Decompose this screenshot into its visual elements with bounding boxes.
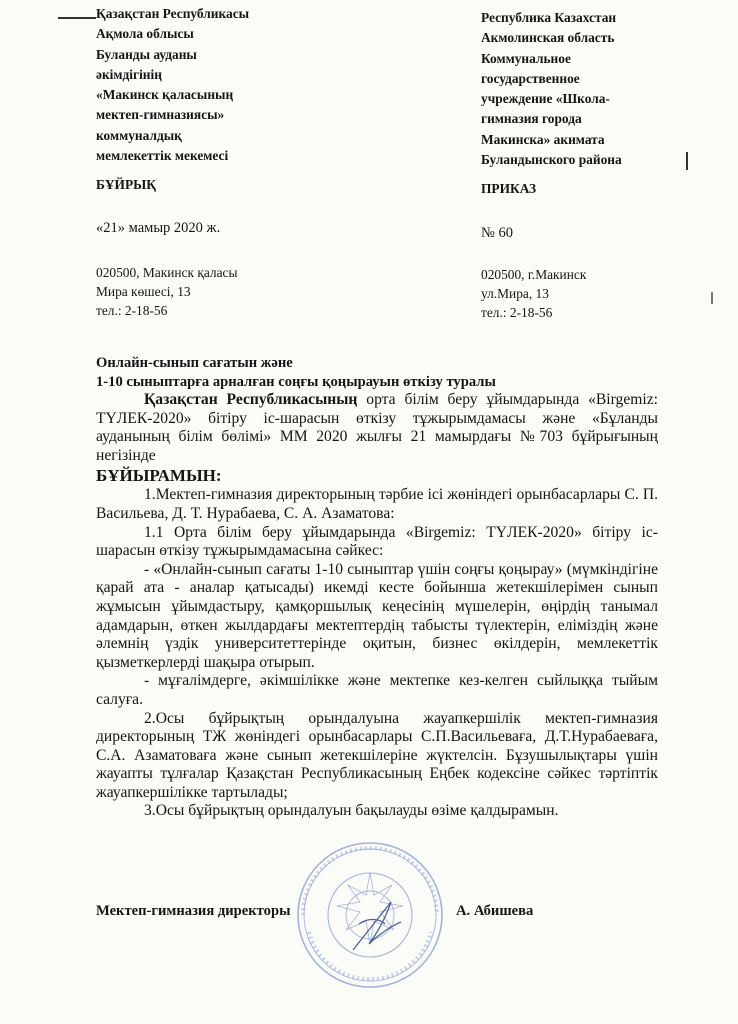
preamble-bold: Қазақстан Республикасының xyxy=(144,391,358,408)
paragraph-2: 2.Осы бұйрықтың орындалуына жауапкершілік мектеп-гимназия директорының ТЖ жөніндегі орынбасарлары С.П.Васильеваға, Д.Т.Нурабаеваға, С.А. Азаматоваға және сынып жетекшілеріне жүктелсін. Бұзушылықтары үшін жауапты тұлғалар Қазақстан Республикасының Еңбек кодексіне сәйкес тәртіптік жауапкершілікке тартылады; xyxy=(96,709,658,801)
title-line: 1-10 сыныптарға арналған соңғы қоңырауын өткізу туралы xyxy=(96,374,496,390)
header-right-line: государственное xyxy=(481,70,580,86)
address-line: тел.: 2-18-56 xyxy=(481,305,553,321)
address-line: 020500, Макинск қаласы xyxy=(96,265,238,280)
header-right-line: гимназия города xyxy=(481,111,582,127)
order-date: «21» мамыр 2020 ж. xyxy=(96,220,221,236)
paragraph-bullet-1: - «Онлайн-сынып сағаты 1-10 сыныптар үшін соңғы қоңырау» (мүмкіндігіне қарай ата - аналар қатысады) икемді кесте бойынша жетекшілерімен сынып жұмысын ұйымдастыру, қамқоршылық кеңесінің мүшелерін, өңірдің танымал адамдарын, өткен жылдардағы мектептердің табысты түлектерін, еліміздің және әлемнің үздік университеттерінде оқитын, бизнес өкілдерін, мемлекеттік қызметкерлерді шақыра отырып. xyxy=(96,560,658,671)
header-right-line: Акмолинская область xyxy=(481,30,615,46)
scan-mark xyxy=(711,292,713,304)
paragraph-1-1: 1.1 Орта білім беру ұйымдарында «Birgemiz: ТҮЛЕК-2020» бітіру іс-шарасын өткізу тұжырымдамасына сәйкес: xyxy=(96,523,658,560)
paragraph-3: 3.Осы бұйрықтың орындалуын бақылауды өзіме қалдырамын. xyxy=(144,802,559,820)
header-left-line: әкімдігінің xyxy=(96,66,162,82)
header-left-line: Буланды ауданы xyxy=(96,46,197,62)
official-stamp xyxy=(295,840,445,990)
address-line: ул.Мира, 13 xyxy=(481,286,549,302)
paragraph-bullet-2: - мұғалімдерге, әкімшілікке және мектепке кез-келген сыйлыққа тыйым салуға. xyxy=(96,672,658,708)
doc-type-ru: ПРИКАЗ xyxy=(481,181,537,196)
address-line: 020500, г.Макинск xyxy=(481,267,587,282)
header-left xyxy=(96,4,249,166)
scan-mark xyxy=(686,152,688,170)
scan-mark xyxy=(58,17,96,19)
header-right-line: Буландынского района xyxy=(481,152,622,168)
order-body xyxy=(96,391,658,821)
address-line: тел.: 2-18-56 xyxy=(96,303,168,319)
header-right-line: Коммунальное xyxy=(481,50,571,66)
title-line: Онлайн-сынып сағатын және xyxy=(96,355,293,371)
header-right-line: Республика Казахстан xyxy=(481,10,617,25)
header-left-line: Ақмола облысы xyxy=(96,26,194,42)
header-left-line: Қазақстан Республикасы xyxy=(96,6,250,21)
header-left-line: «Макинск қаласының xyxy=(96,87,234,103)
header-left-line: коммуналдық xyxy=(96,127,182,143)
preamble-text: орта білім беру ұйымдарында «Birgemiz: ТҮЛЕК-2020» бітіру іс-шарасын өткізу тұжырымдамасы және «Бұланды ауданының білім бөлімі» ММ 2020 жылғы 21 мамырдағы №703 бұйрығының негізінде xyxy=(96,391,658,464)
paragraph-1: 1.Мектеп-гимназия директорының тәрбие ісі жөніндегі орынбасарлары С. П. Васильева, Д. Т. Нурабаева, С. А. Азаматова: xyxy=(96,486,658,522)
preamble xyxy=(96,391,658,465)
header-right-line: учреждение «Школа- xyxy=(481,91,610,107)
signature-name: А. Абишева xyxy=(456,903,534,919)
address-line: Мира көшесі, 13 xyxy=(96,284,191,300)
order-word: БҰЙЫРАМЫН: xyxy=(96,466,222,486)
address-right xyxy=(481,265,586,323)
signature-position: Мектеп-гимназия директоры xyxy=(96,903,291,919)
header-right xyxy=(481,8,622,170)
address-left xyxy=(96,263,238,321)
order-number: № 60 xyxy=(481,225,513,241)
header-right-line: Макинска» акимата xyxy=(481,131,605,147)
order-title xyxy=(96,354,496,392)
doc-type-kz: БҰЙРЫҚ xyxy=(96,177,156,192)
header-left-line: мемлекеттік мекемесі xyxy=(96,148,229,164)
header-left-line: мектеп-гимназиясы» xyxy=(96,107,225,123)
